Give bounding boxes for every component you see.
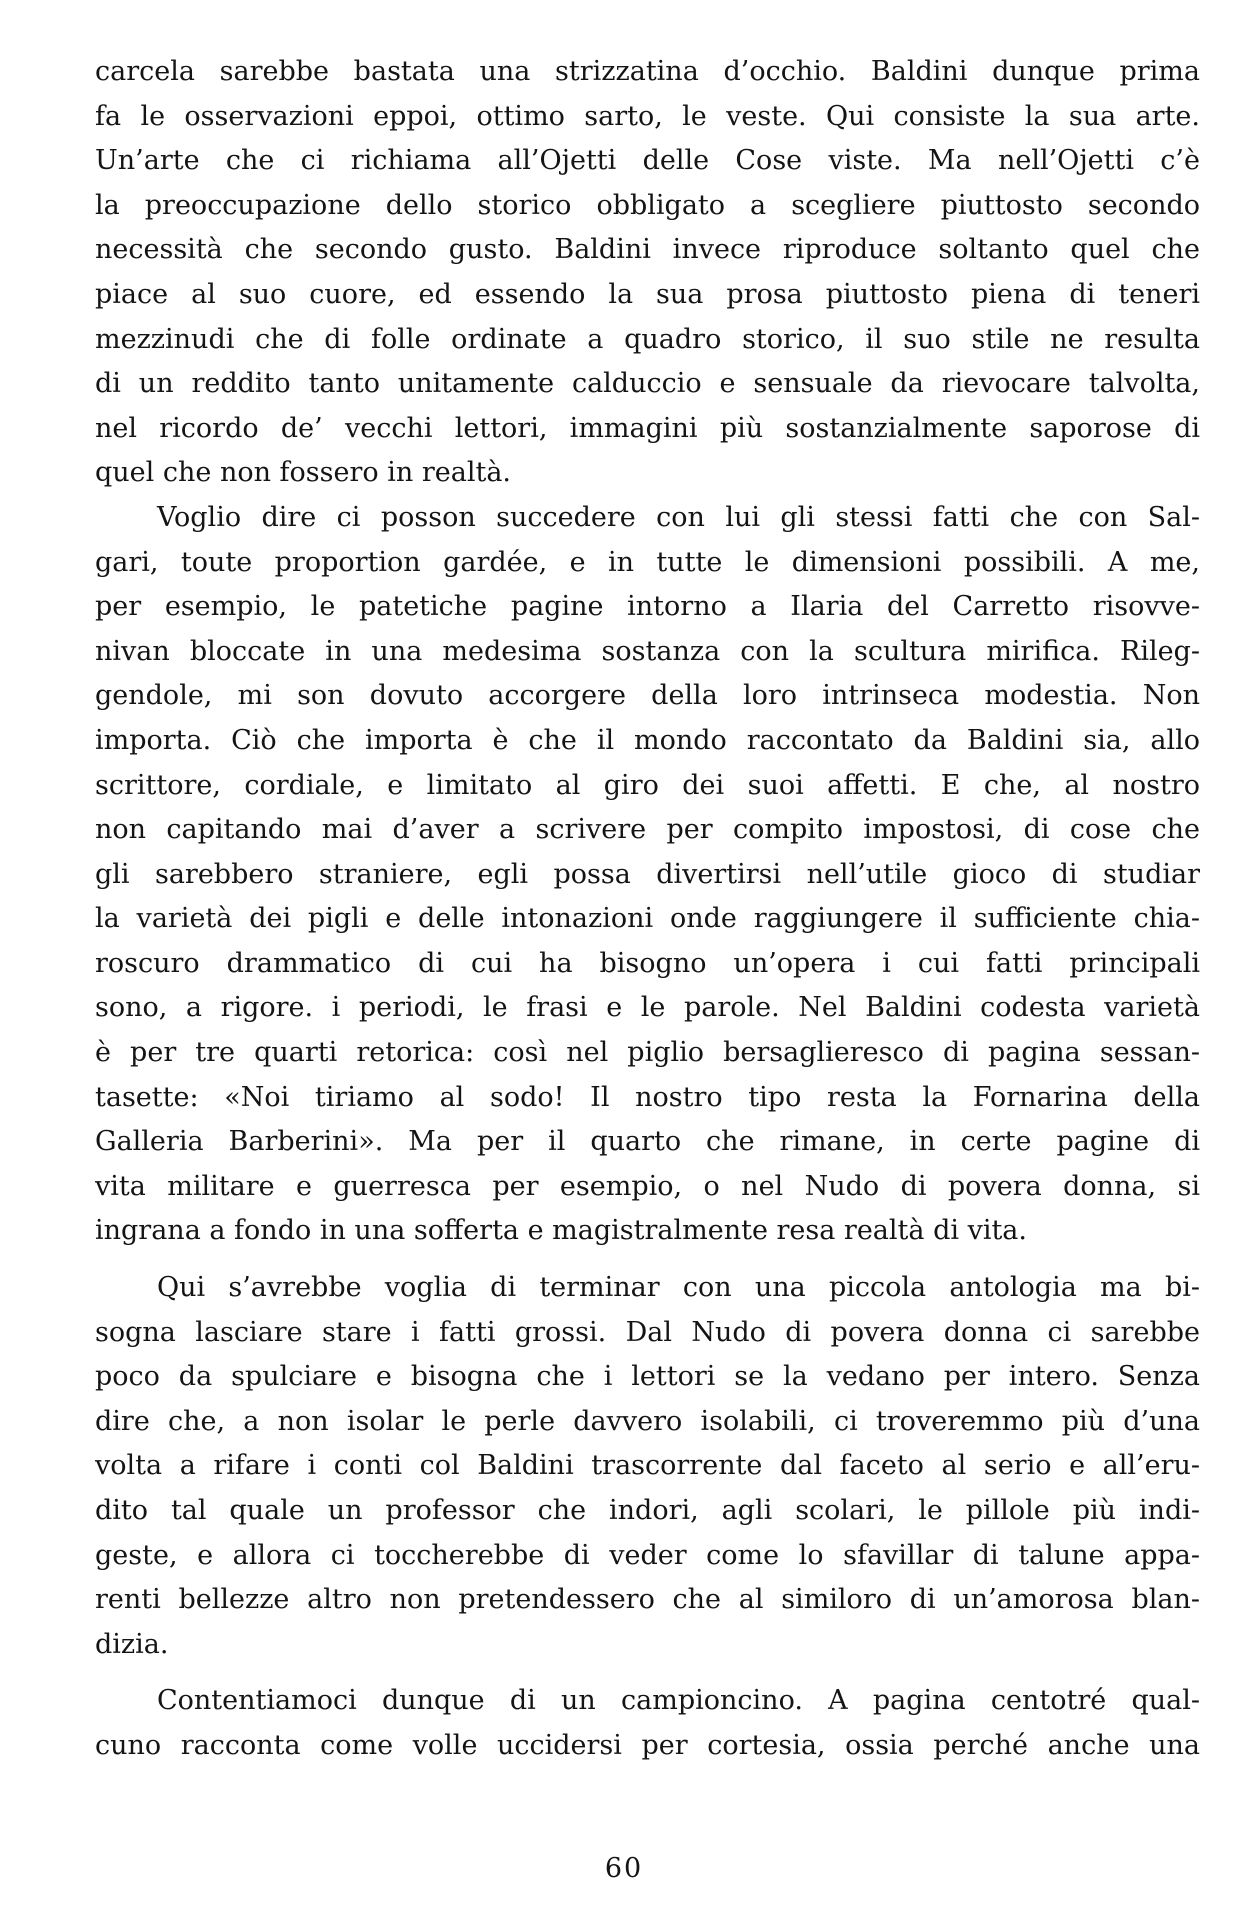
text-line: dire che, a non isolar le perle davvero isolabili, ci troveremmo più d’una (95, 1405, 1200, 1437)
paragraph-spacer (95, 1667, 1200, 1679)
text-line: è per tre quarti retorica: così nel piglio bersaglieresco di pagina sessan- (95, 1037, 1200, 1069)
text-line: fa le osservazioni eppoi, ottimo sarto, le veste. Qui consiste la sua arte. (95, 100, 1200, 132)
text-line: sono, a rigore. i periodi, le frasi e le parole. Nel Baldini codesta varietà (95, 992, 1200, 1024)
text-line: per esempio, le patetiche pagine intorno a Ilaria del Carretto risovve- (95, 591, 1200, 623)
text-line: piace al suo cuore, ed essendo la sua prosa piuttosto piena di teneri (95, 278, 1200, 310)
paragraph-spacer (95, 1254, 1200, 1266)
text-line: ingrana a fondo in una sofferta e magistralmente resa realtà di vita. (95, 1215, 1027, 1247)
text-line: volta a rifare i conti col Baldini trascorrente dal faceto al serio e all’eru- (95, 1450, 1200, 1482)
text-line: dizia. (95, 1628, 169, 1660)
text-line: geste, e allora ci toccherebbe di veder come lo sfavillar di talune appa- (95, 1539, 1200, 1571)
text-line: Un’arte che ci richiama all’Ojetti delle Cose viste. Ma nell’Ojetti c’è (95, 145, 1200, 177)
text-line: renti bellezze altro non pretendessero che al similoro di un’amorosa blan- (95, 1584, 1200, 1616)
text-line: Galleria Barberini». Ma per il quarto che rimane, in certe pagine di (95, 1126, 1200, 1158)
text-line: cuno racconta come volle uccidersi per cortesia, ossia perché anche una (95, 1729, 1200, 1761)
text-line: scrittore, cordiale, e limitato al giro dei suoi affetti. E che, al nostro (95, 769, 1200, 801)
text-line: sogna lasciare stare i fatti grossi. Dal Nudo di povera donna ci sarebbe (95, 1316, 1200, 1348)
text-line: roscuro drammatico di cui ha bisogno un’opera i cui fatti principali (95, 947, 1200, 979)
paragraph (95, 50, 1200, 496)
text-line: nivan bloccate in una medesima sostanza con la scultura mirifica. Rileg- (95, 635, 1200, 667)
text-line: quel che non fossero in realtà. (95, 457, 511, 489)
text-line: carcela sarebbe bastata una strizzatina d’occhio. Baldini dunque prima (95, 56, 1200, 87)
paragraph (95, 1266, 1200, 1667)
text-line: poco da spulciare e bisogna che i lettori se la vedano per intero. Senza (95, 1361, 1200, 1393)
text-line: mezzinudi che di folle ordinate a quadro storico, il suo stile ne resulta (95, 323, 1200, 355)
text-line: nel ricordo de’ vecchi lettori, immagini più sostanzialmente saporose di (95, 412, 1200, 444)
body-text (95, 50, 1200, 1769)
text-line: tasette: «Noi tiriamo al sodo! Il nostro tipo resta la Fornarina della (95, 1081, 1200, 1113)
text-line: Qui s’avrebbe voglia di terminar con una piccola antologia ma bi- (157, 1272, 1200, 1304)
text-line: la varietà dei pigli e delle intonazioni onde raggiungere il sufficiente chia- (95, 903, 1200, 935)
text-line: dito tal quale un professor che indori, agli scolari, le pillole più indi- (95, 1495, 1200, 1526)
page-number: 60 (604, 1853, 644, 1884)
text-line: Voglio dire ci posson succedere con lui gli stessi fatti che con Sal- (157, 501, 1200, 533)
text-line: gendole, mi son dovuto accorgere della loro intrinseca modestia. Non (95, 680, 1200, 712)
text-line: gli sarebbero straniere, egli possa divertirsi nell’utile gioco di studiar (95, 858, 1200, 890)
text-line: vita militare e guerresca per esempio, o nel Nudo di povera donna, si (95, 1170, 1200, 1202)
paragraph (95, 496, 1200, 1254)
text-line: Contentiamoci dunque di un campioncino. A pagina centotré qual- (157, 1685, 1200, 1717)
text-line: importa. Ciò che importa è che il mondo raccontato da Baldini sia, allo (95, 724, 1200, 756)
paragraph (95, 1679, 1200, 1768)
text-line: di un reddito tanto unitamente calduccio e sensuale da rievocare talvolta, (95, 368, 1200, 400)
text-line: la preoccupazione dello storico obbligato a scegliere piuttosto secondo (95, 189, 1200, 221)
text-line: necessità che secondo gusto. Baldini invece riproduce soltanto quel che (95, 234, 1200, 266)
text-line: non capitando mai d’aver a scrivere per compito impostosi, di cose che (95, 814, 1200, 846)
text-line: gari, toute proportion gardée, e in tutte le dimensioni possibili. A me, (95, 546, 1200, 578)
